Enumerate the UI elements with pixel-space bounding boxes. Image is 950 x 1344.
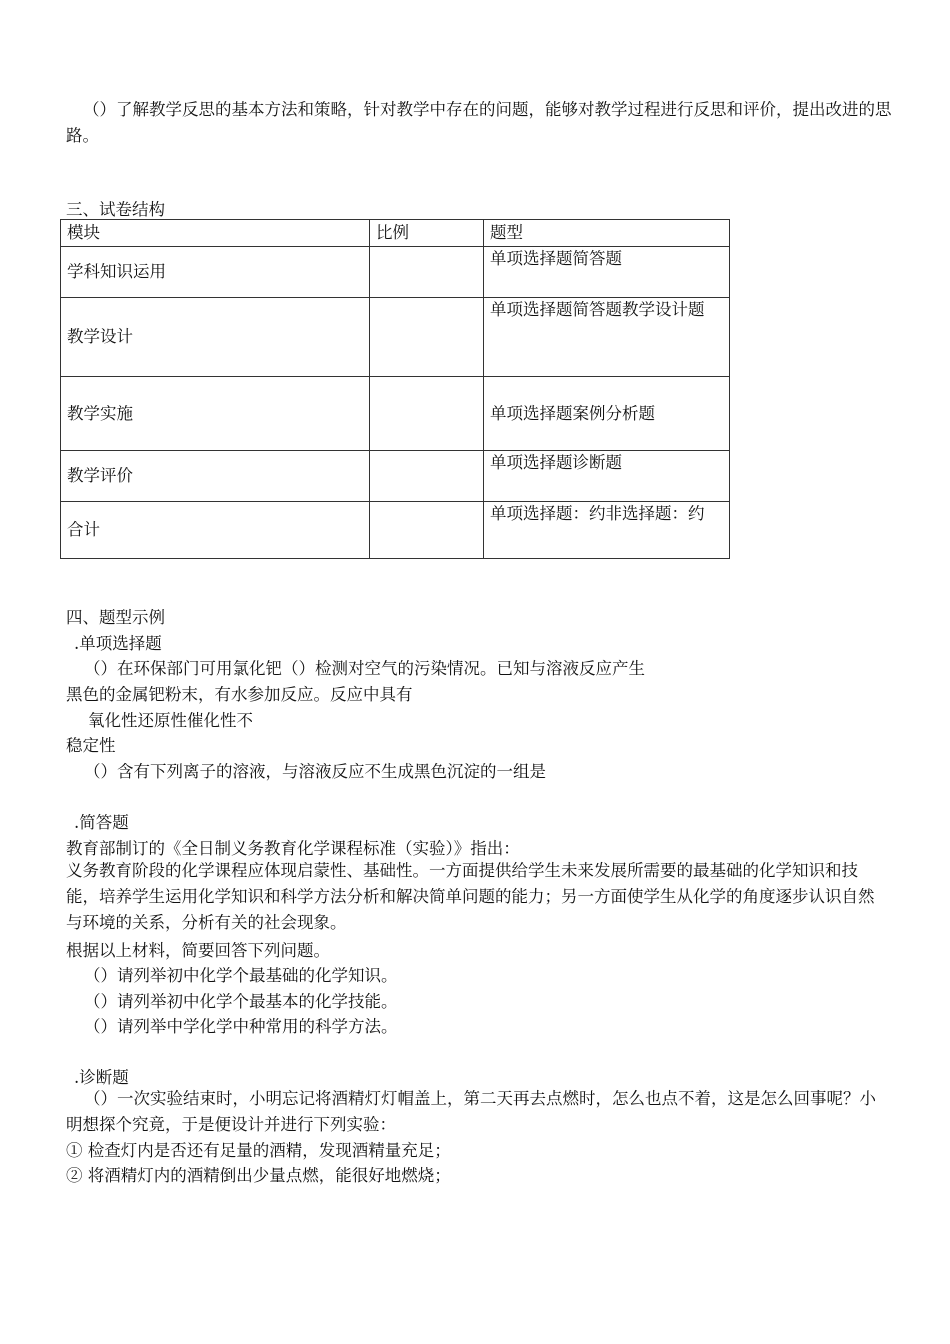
short-answer-instruction: 根据以上材料，简要回答下列问题。 — [66, 941, 330, 960]
short-answer-intro: 教育部制订的《全日制义务教育化学课程标准（实验）》指出： — [66, 839, 520, 858]
cell-module: 合计 — [61, 502, 370, 559]
single-choice-q1-line2: 黑色的金属钯粉末，有水参加反应。反应中具有 — [66, 685, 413, 704]
section-3-title: 三、试卷结构 — [66, 200, 165, 219]
table-row — [61, 247, 730, 298]
cell-ratio — [370, 377, 484, 451]
cell-type: 单项选择题诊断题 — [484, 451, 730, 502]
cell-type: 单项选择题：约非选择题：约 — [484, 502, 730, 559]
single-choice-q1-line1: （）在环保部门可用氯化钯（）检测对空气的污染情况。已知与溶液反应产生 — [84, 659, 645, 678]
table-row — [61, 377, 730, 451]
diagnosis-step-2: ② 将酒精灯内的酒精倒出少量点燃，能很好地燃烧； — [66, 1166, 451, 1185]
single-choice-q1-options-b: 稳定性 — [66, 736, 116, 755]
short-answer-material: 义务教育阶段的化学课程应体现启蒙性、基础性。一方面提供给学生未来发展所需要的最基础的化学知识和技能，培养学生运用化学知识和科学方法分析和解决简单问题的能力；另一方面使学生从化学的角度逐步认识自然与环境的关系，分析有关的社会现象。 — [66, 861, 875, 932]
diagnosis-step-1: ① 检查灯内是否还有足量的酒精，发现酒精量充足； — [66, 1141, 451, 1160]
cell-type: 单项选择题简答题教学设计题 — [484, 298, 730, 377]
header-ratio: 比例 — [370, 220, 484, 247]
cell-ratio — [370, 502, 484, 559]
single-choice-title: .单项选择题 — [74, 634, 162, 653]
cell-type: 单项选择题案例分析题 — [484, 377, 730, 451]
cell-ratio — [370, 247, 484, 298]
intro-paragraph: （）了解教学反思的基本方法和策略，针对教学中存在的问题，能够对教学过程进行反思和评价，提出改进的思路。 — [66, 100, 892, 145]
cell-type: 单项选择题简答题 — [484, 247, 730, 298]
header-module: 模块 — [61, 220, 370, 247]
single-choice-q2: （）含有下列离子的溶液，与溶液反应不生成黑色沉淀的一组是 — [84, 762, 546, 781]
cell-ratio — [370, 298, 484, 377]
diagnosis-title: .诊断题 — [74, 1068, 129, 1087]
exam-structure-table — [60, 219, 730, 559]
short-answer-q2: （）请列举初中化学个最基本的化学技能。 — [84, 992, 398, 1011]
table-header-row — [61, 220, 730, 247]
single-choice-q1-options-a: 氧化性还原性催化性不 — [88, 711, 253, 730]
diagnosis-paragraph: （）一次实验结束时，小明忘记将酒精灯灯帽盖上，第二天再去点燃时，怎么也点不着，这是怎么回事呢？小明想探个究竟，于是便设计并进行下列实验： — [66, 1089, 876, 1134]
short-answer-q3: （）请列举中学化学中种常用的科学方法。 — [84, 1017, 398, 1036]
table-row — [61, 502, 730, 559]
header-type: 题型 — [484, 220, 730, 247]
cell-module: 教学实施 — [61, 377, 370, 451]
table-row — [61, 298, 730, 377]
cell-module: 教学设计 — [61, 298, 370, 377]
cell-ratio — [370, 451, 484, 502]
short-answer-q1: （）请列举初中化学个最基础的化学知识。 — [84, 966, 398, 985]
cell-module: 教学评价 — [61, 451, 370, 502]
cell-module: 学科知识运用 — [61, 247, 370, 298]
table-row — [61, 451, 730, 502]
section-4-title: 四、题型示例 — [66, 608, 165, 627]
short-answer-title: .简答题 — [74, 813, 129, 832]
